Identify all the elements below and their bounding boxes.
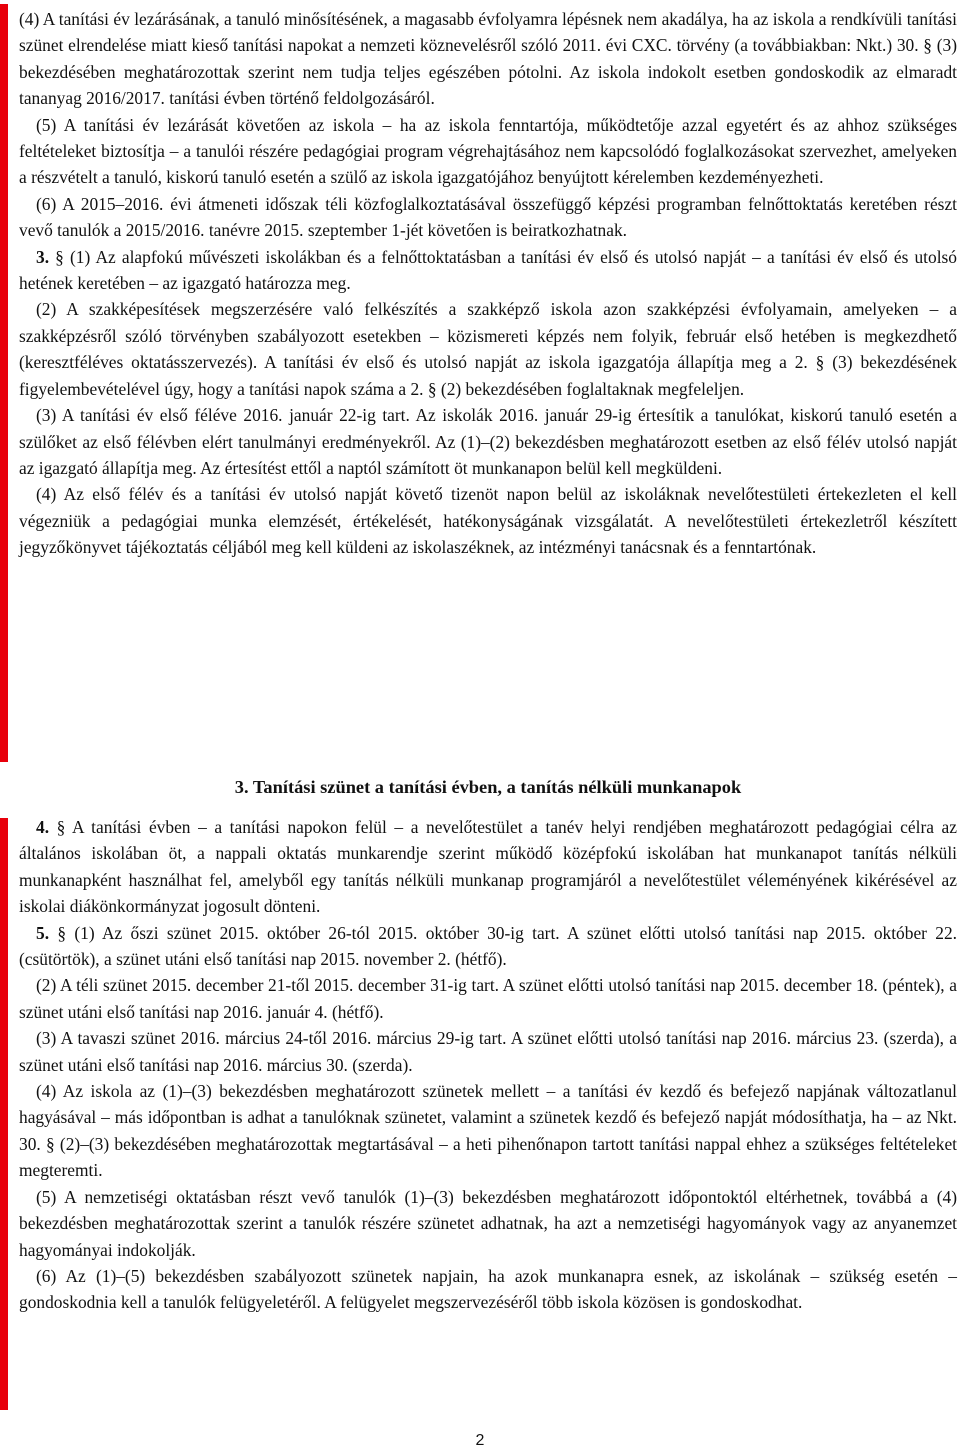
section-number: 5. bbox=[36, 922, 50, 943]
paragraph: (4) Az iskola az (1)–(3) bekezdésben meghatározott szünetek mellett – a tanítási év kezdő és befejező napjának változatlanul hagyásával – más időpontban is adhat a tanulóknak szünetet, valamint a szünetek kezdő és befejező napját módosíthatja, ha – az Nkt. 30. § (2)–(3) bekezdésében meghatározottak megtartásával – a heti pihenőnapon tartott tanítási nappal ehhez a szükséges feltételeket megteremti. bbox=[19, 1081, 957, 1181]
section-heading: 3. Tanítási szünet a tanítási évben, a tanítás nélküli munkanapok bbox=[234, 777, 742, 797]
paragraph: (2) A szakképesítések megszerzésére való felkészítés a szakképző iskola azon szakképzési évfolyamain, amelyeken – a szakképzésről szóló törvényben szabályozott esetekben – közismereti képzés nem folyik, február első hetében is megkezdhető (keresztféléves oktatásszervezés). A tanítási év első és utolsó napját az iskola igazgatója állapítja meg a 2. § (3) bekezdésének figyelembevételével úgy, hogy a tanítási napok száma a 2. § (2) bekezdésében foglaltaknak megfeleljen. bbox=[19, 299, 957, 399]
paragraph: (2) A téli szünet 2015. december 21-től 2015. december 31-ig tart. A szünet előtti utolsó tanítási nap 2015. december 18. (péntek), a szünet utáni első tanítási nap 2016. január 4. (hétfő). bbox=[19, 975, 957, 1022]
margin-marker-bottom bbox=[0, 818, 8, 1410]
section-paragraph: 4. § A tanítási évben – a tanítási napokon felül – a nevelőtestület a tanév helyi rendjében meghatározott pedagógiai célra az általános iskolában öt, a nappali oktatás munkarendje szerint működő középfokú iskolában hat munkanapot tanítás nélküli munkanapként használhat fel, amelyből egy tanítás nélküli munkanap programjáról a nevelőtestület véleményének kikérésével az iskolai diákönkormányzat jogosult dönteni. bbox=[19, 817, 957, 917]
paragraph: (3) A tavaszi szünet 2016. március 24-től 2016. március 29-ig tart. A szünet előtti utolsó tanítási nap 2016. március 23. (szerda), a szünet utáni első tanítási nap 2016. március 30. (szerda). bbox=[19, 1028, 957, 1075]
text-block-lower bbox=[19, 814, 957, 1316]
paragraph: (4) A tanítási év lezárásának, a tanuló minősítésének, a magasabb évfolyamra lépésnek nem akadálya, ha az iskola a rendkívüli tanítási szünet elrendelése miatt kieső tanítási napokat a nemzeti köznevelésről szóló 2011. évi CXC. törvény (a továbbiakban: Nkt.) 30. § (3) bekezdésében meghatározottak szerint nem tudja teljes egészében pótolni. Az iskola indokolt esetben gondoskodik az elmaradt tananyag 2016/2017. tanítási évben történő feldolgozásáról. bbox=[19, 9, 957, 109]
paragraph: (5) A nemzetiségi oktatásban részt vevő tanulók (1)–(3) bekezdésben meghatározott időpontoktól eltérhetnek, továbbá a (4) bekezdésben meghatározottak szerint a tanulók részére szünetet adhatnak, ha azt a nemzetiségi hagyományok vagy az anyanemzet hagyományai indokolják. bbox=[19, 1186, 957, 1260]
paragraph: (5) A tanítási év lezárását követően az iskola – ha az iskola fenntartója, működtetője azzal egyetért és az ahhoz szükséges feltételeket biztosítja – a tanulói részére pedagógiai program végrehajtásához nem kapcsolódó foglalkozásokat szervezhet, amelyeken a részvételt a tanuló, kiskorú tanuló esetén a szülő az iskola igazgatójához benyújtott kérelemben kezdeményezheti. bbox=[19, 114, 957, 188]
margin-marker-top bbox=[0, 4, 8, 762]
section-number: 4. bbox=[36, 817, 50, 837]
text-block-upper bbox=[19, 6, 957, 561]
paragraph: (6) Az (1)–(5) bekezdésben szabályozott szünetek napjain, ha azok munkanapra esnek, az iskolának – szükség esetén – gondoskodnia kell a tanulók felügyeletéről. A felügyelet megszervezéséről több iskola közösen is gondoskodhat. bbox=[19, 1265, 957, 1313]
section-number: 3. bbox=[36, 246, 50, 267]
section-paragraph: 3. § (1) Az alapfokú művészeti iskolákban és a felnőttoktatásban a tanítási év első és utolsó napját – a tanítási év első és utolsó hetének keretében – az igazgató határozza meg. bbox=[19, 246, 957, 294]
paragraph: (6) A 2015–2016. évi átmeneti időszak téli közfoglalkoztatásával összefüggő képzési programban felnőttoktatás keretében részt vevő tanulók a 2015/2016. tanévre 2015. szeptember 1-jét követően is beiratkozhatnak. bbox=[19, 193, 957, 241]
paragraph: (3) A tanítási év első féléve 2016. január 22-ig tart. Az iskolák 2016. január 29-ig értesítik a tanulókat, kiskorú tanuló esetén a szülőket az első félévben elért tanulmányi eredményekről. Az (1)–(2) bekezdésben meghatározott esetben az első félév utolsó napját az igazgató állapítja meg. Az értesítést ettől a naptól számított öt munkanapon belül kell megküldeni. bbox=[19, 405, 957, 478]
page-number: 2 bbox=[475, 1432, 485, 1449]
paragraph: (4) Az első félév és a tanítási év utolsó napját követő tizenöt napon belül az iskoláknak nevelőtestületi értekezleten el kell végezniük a pedagógiai munka elemzését, értékelését, hatékonyságának vizsgálatát. A nevelőtestületi értekezletről készített jegyzőkönyvet tájékoztatás céljából meg kell küldeni az iskolaszéknek, az intézményi tanácsnak és a fenntartónak. bbox=[19, 484, 957, 558]
section-paragraph: 5. § (1) Az őszi szünet 2015. október 26-tól 2015. október 30-ig tart. A szünet előtti utolsó tanítási nap 2015. október 22. (csütörtök), a szünet utáni első tanítási nap 2015. november 2. (hétfő). bbox=[19, 922, 957, 970]
